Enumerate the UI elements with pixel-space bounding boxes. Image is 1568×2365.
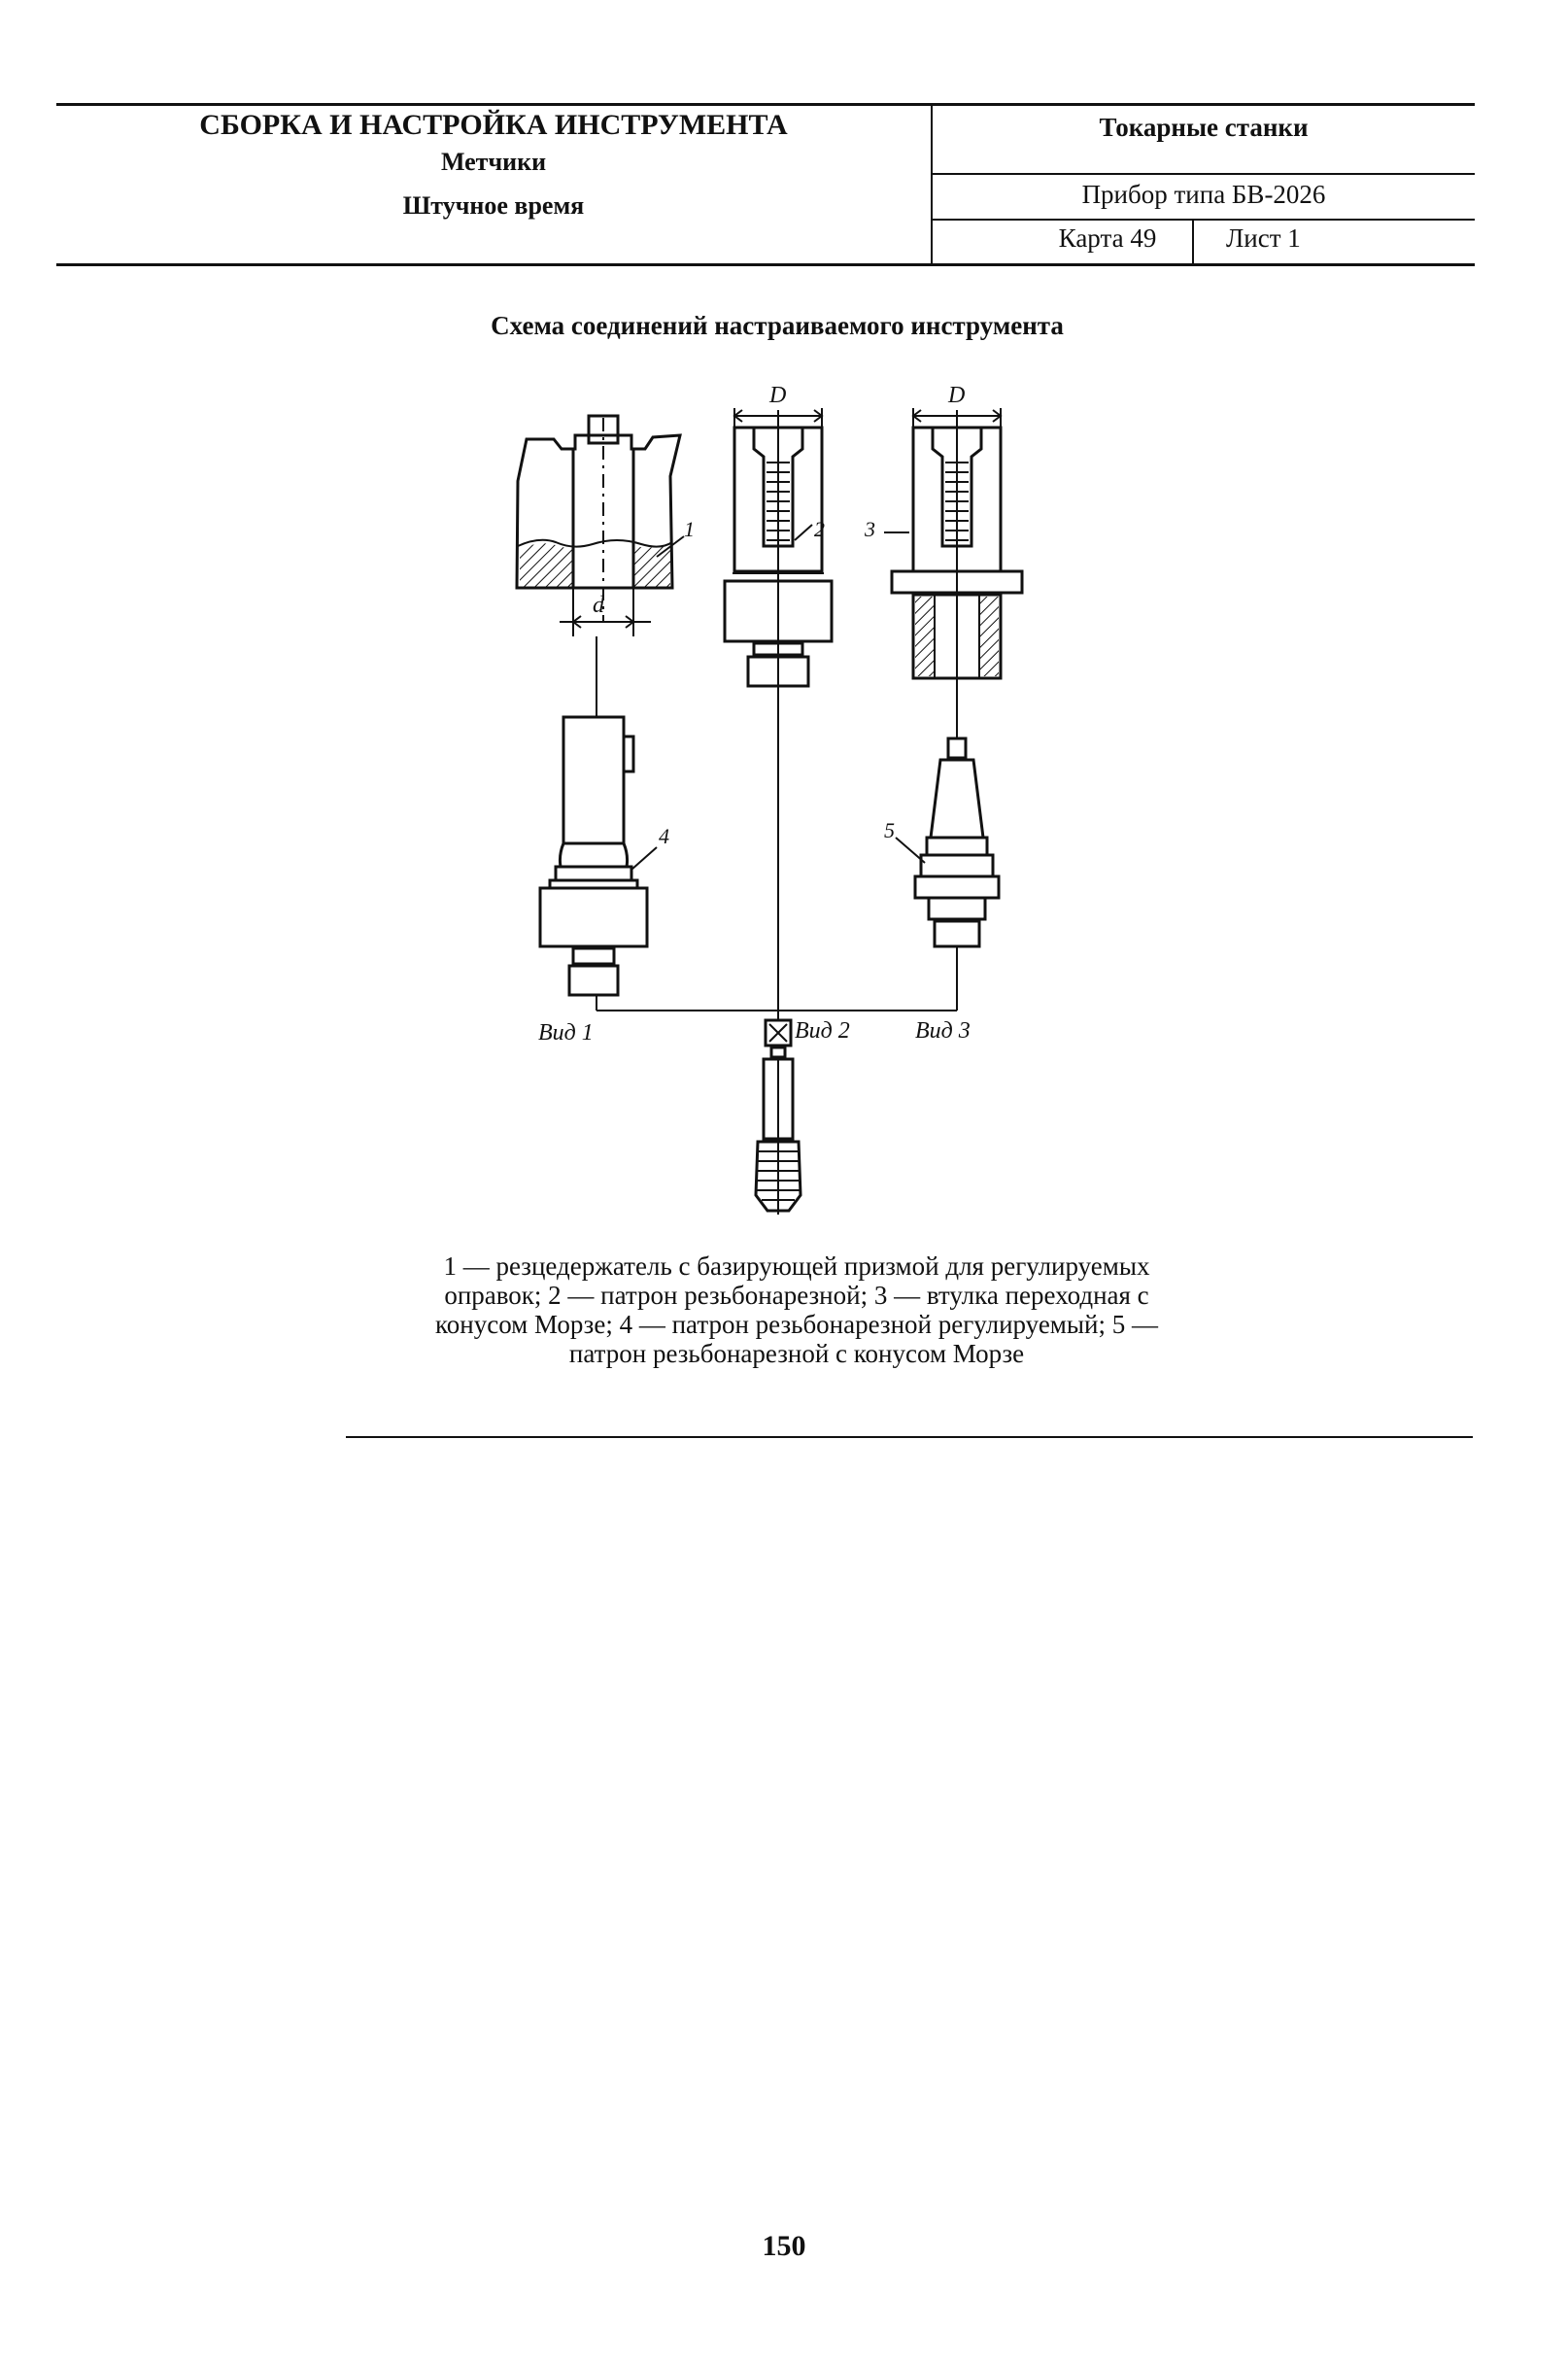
tap-tool — [756, 1020, 801, 1215]
adapter-sleeve-3 — [884, 408, 1022, 738]
part-label-4: 4 — [659, 824, 669, 848]
dim-label-D-right: D — [948, 383, 966, 408]
header-title-sub: Метчики — [440, 148, 547, 176]
view-label-3: Вид 3 — [915, 1018, 971, 1044]
page-number: 150 — [762, 2230, 806, 2262]
diagram-caption: 1 — резцедержатель с базирующей призмой для регулируемых оправок; 2 — патрон резьбонарезной; 3 — втулка переходная с конусом Морзе; 4 — патрон резьбонарезной регулируемый; 5 — патрон резьбонарезной с конусом Морзе — [435, 1251, 1158, 1368]
part-label-1: 1 — [684, 517, 695, 541]
header-card: Карта 49 — [1058, 223, 1157, 253]
dim-label-D-left: D — [769, 383, 787, 408]
header-title-main: СБОРКА И НАСТРОЙКА ИНСТРУМЕНТА — [199, 109, 788, 141]
tap-chuck-2 — [725, 408, 832, 1020]
view-label-1: Вид 1 — [538, 1020, 594, 1045]
dim-label-d: d — [593, 593, 604, 618]
header-sheet: Лист 1 — [1226, 223, 1301, 253]
diagram-heading: Схема соединений настраиваемого инструмента — [491, 311, 1064, 340]
header-title-time: Штучное время — [402, 191, 585, 220]
part-label-5: 5 — [884, 818, 895, 842]
view-label-2: Вид 2 — [795, 1018, 850, 1044]
adjustable-tap-chuck-4 — [540, 636, 657, 1011]
caption-bottom-rule — [346, 1436, 1473, 1438]
header-machine-type: Токарные станки — [1099, 113, 1309, 142]
morse-taper-tap-chuck-5 — [896, 738, 999, 1011]
header-device: Прибор типа БВ-2026 — [1081, 180, 1326, 209]
part-label-2: 2 — [814, 517, 825, 541]
part-label-3: 3 — [865, 517, 875, 541]
